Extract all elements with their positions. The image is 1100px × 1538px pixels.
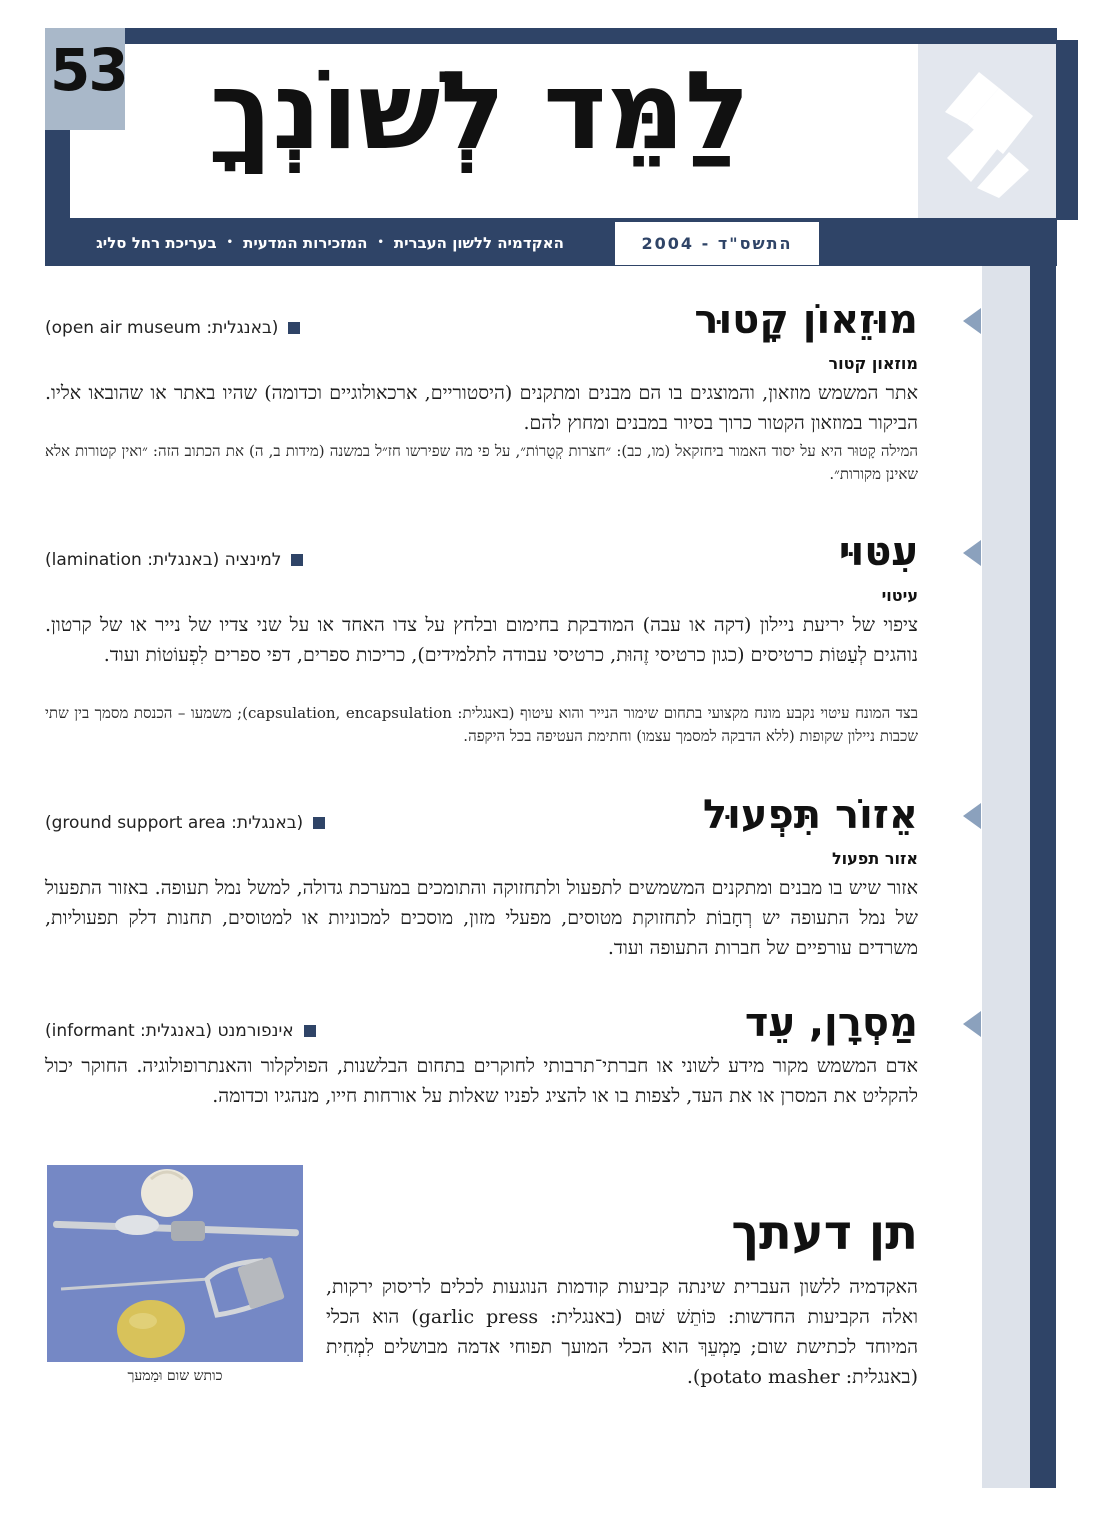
editor-credit: בעריכת רחל סליג [96,233,217,252]
section-body: האקדמיה ללשון העברית שינתה קביעות קודמות הנוגעות לכלים לריסוק ירקות, ואלה הקביעות החדשות: כּוֹתֵשׁ שׁוּם (באנגלית: garlic press) הוא הכלי המיוחד לכתישת שום; מַמְעֵךְ הוא הכלי המועך תפוחי אדמה מבושלים לִמְחִית (באנגלית: potato masher). [326,1276,918,1388]
masthead-title: לַמֵּד לְשׁוֹנְךָ [209,49,751,174]
square-bullet-icon [288,322,300,334]
english-term [45,318,300,338]
english-term-text: למינציה (באנגלית: lamination) [45,550,282,570]
entry-subtitle: עיטוי [881,586,918,605]
entry-title: מוּזֵאוֹן קָטוּר [694,297,918,343]
entry-note: המילה קָטוּר היא על יסוד האמור ביחזקאל (מו, כב): ״חצרות קְטֻרוֹת״, על פי מה שפירשו חז״ל במשנה (מידות ב, ה) את הכתוב הזה: ״ואין קטורות אלא שאינן מקורות״. [45,442,918,483]
english-term [45,1021,316,1041]
photo-caption: כותש שום וּמַמעך [127,1368,223,1384]
section-title: תן דעתך [731,1205,918,1261]
entry-subtitle: אזור תפעול [831,849,918,868]
english-term-text: (באנגלית: open air museum) [45,318,279,338]
entry-ground-support-area [45,791,965,971]
square-bullet-icon [291,554,303,566]
square-bullet-icon [304,1025,316,1037]
right-edge-bar [1030,266,1056,1488]
triangle-marker-icon [963,308,981,334]
entry-informant [45,999,965,1149]
bullet-separator: • [377,237,384,248]
entry-lamination [45,528,965,758]
triangle-marker-icon [963,803,981,829]
secretariat-name: המזכירות המדעית [243,233,368,252]
photo-illustration [47,1165,303,1362]
academy-logo-icon [937,62,1037,198]
english-term-text: אינפורמנט (באנגלית: informant) [45,1021,294,1041]
issue-number: 53 [50,36,127,104]
entry-body: אתר המשמש מוזאון, והמוצגים בו הם מבנים ומתקנים (היסטוריים, ארכאולוגיים וכדומה) שהיו באתר או שהובאו אליו. הביקור במוזאון הקטור כרוך בסיור במבנים ומחוץ להם. [45,382,918,434]
english-term [45,813,325,833]
entry-body: ציפוי של יריעת ניילון (דקה או עבה) המודבקת בחימום ובלחץ על צדו האחד או על שני צדיו של נייר או של קרטון. נוהגים לְעַטּוֹת כרטיסים (כגון כרטיסי זֶהוּת, כרטיסי עבודה לתלמידים), כריכות ספרים, דפי ספרים לִפְעוֹטוֹת ועוד. [45,614,918,666]
entry-subtitle: מוזאון קטור [828,354,918,373]
entry-title: אֵזוֹר תִּפְעוּל [702,792,918,838]
triangle-marker-icon [963,540,981,566]
triangle-marker-icon [963,1011,981,1037]
photo-garlic-press-masher [47,1165,303,1362]
entry-body: אדם המשמש מקור מידע לשוני או חברתי־תרבותי לחוקרים בתחום הבלשנות, הפולקלור והאנתרופולוגיה. החוקר יכול להקליט את המסרן או את העד, לצפות בו או להציג לפניו שאלות על אורחות חייו, מנהגיו וכדומה. [45,1055,918,1107]
english-term-text: (באנגלית: ground support area) [45,813,304,833]
entry-title: עִטּוּי [838,529,918,575]
entry-body: אזור שיש בו מבנים ומתקנים המשמשים לתפעול ולתחזוקה והתומכים במערכת גדולה, למשל נמל תעופה. באזור התפעול של נמל התעופה יש רְחָבוֹת לתחזוקת מטוסים, מפעלי מזון, מוסכים למכוניות או למטוסים, תחנות דלק תפעוליות, משרדים עורפיים של חברות התעופה ועוד. [45,877,918,959]
english-term [45,550,303,570]
entry-note: בצד המונח עיטוי נקבע מונח מקצועי בתחום שימור הנייר והוא עיטוף (באנגלית: capsulation, encapsulation); משמעו – הכנסת מסמך בין שתי שכבות ניילון שקופות (ללא הדבקה למסמך עצמו) וחתימת העטיפה בכל היקפה. [45,704,918,745]
header-edge [1056,40,1078,220]
square-bullet-icon [313,817,325,829]
header-credits [45,219,615,266]
issue-year: התשס"ד - 2004 [614,221,820,266]
entry-open-air-museum [45,296,965,496]
bullet-separator: • [226,237,234,248]
right-edge-band [982,266,1030,1488]
publisher-name: האקדמיה ללשון העברית [393,233,564,252]
entry-title: מַסְרָן, עֵד [744,1000,918,1046]
